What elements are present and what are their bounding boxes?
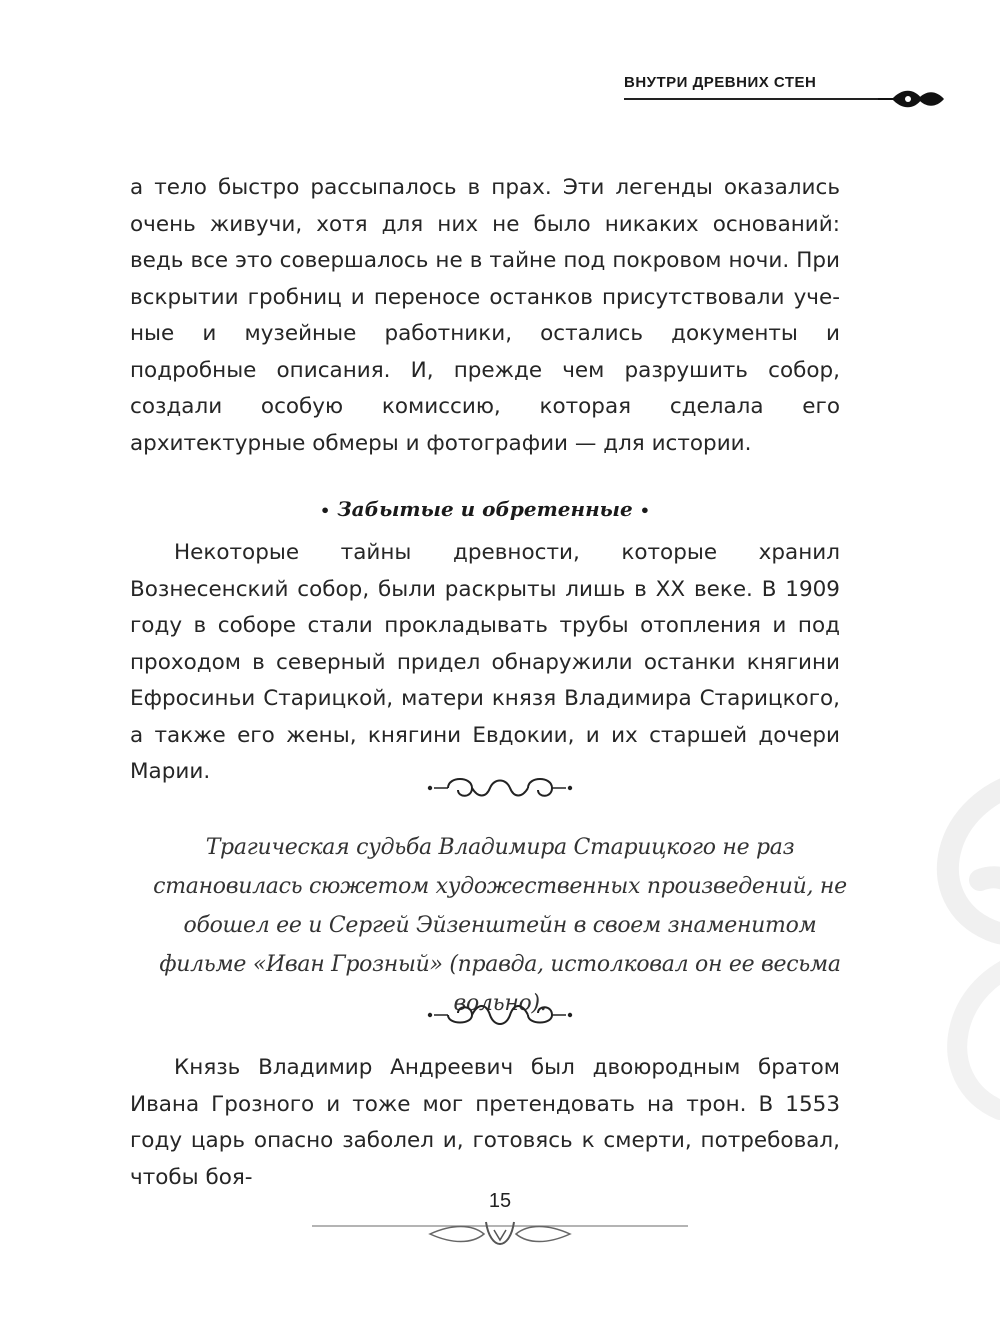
- divider-ornament-icon: [420, 768, 580, 808]
- subheading-bullet: •: [320, 501, 331, 520]
- background-swirl-icon: [880, 760, 1000, 1140]
- page-number: 15: [488, 1190, 512, 1212]
- running-header-title: ВНУТРИ ДРЕВНИХ СТЕН: [624, 74, 817, 91]
- body-paragraph: Князь Владимир Андреевич был двоюродным братом Ивана Грозного и тоже мог претендовать на трон. В 1553 году царь опасно заболел и, готовясь к смерти, потребовал, чтобы боя-: [130, 1055, 840, 1190]
- running-header: [624, 72, 964, 112]
- body-paragraph: а тело быстро рассыпалось в прах. Эти легенды оказались очень живучи, хотя для них не было никаких оснований: ведь все это совершалось не в тайне под покровом ночи. При вскрытии гробниц и переносе останков присутствовали ученые и музейные работники, остались документы и подробные описания. И, прежде чем разрушить собор, создали особую комиссию, которая сделала его архитектурные обмеры и фотографии — для истории.: [130, 175, 840, 456]
- header-rule: [624, 98, 890, 100]
- section-subheading: [130, 497, 840, 521]
- header-leaf-ornament-icon: [878, 86, 948, 112]
- subheading-bullet: •: [639, 501, 650, 520]
- body-paragraph: Некоторые тайны древности, которые хранил Вознесенский собор, были раскрыты лишь в XX веке. В 1909 году в соборе стали прокладывать трубы отопления и под проходом в северный придел обнаружили останки княгини Ефросиньи Старицкой, матери князя Владимира Старицкого, а также его жены, княгини Евдокии, и их старшей дочери Марии.: [130, 540, 840, 784]
- divider-ornament-icon: [420, 995, 580, 1035]
- highlight-quote: Трагическая судьба Владимира Старицкого не раз становилась сюжетом художественных произведений, не обошел ее и Сергей Эйзенштейн в своем знаменитом фильме «Иван Грозный» (правда, истолковал он ее весьма вольно).: [153, 835, 847, 1016]
- subheading-text: Забытые и обретенные: [337, 497, 633, 521]
- footer-ornament-icon: [312, 1218, 688, 1248]
